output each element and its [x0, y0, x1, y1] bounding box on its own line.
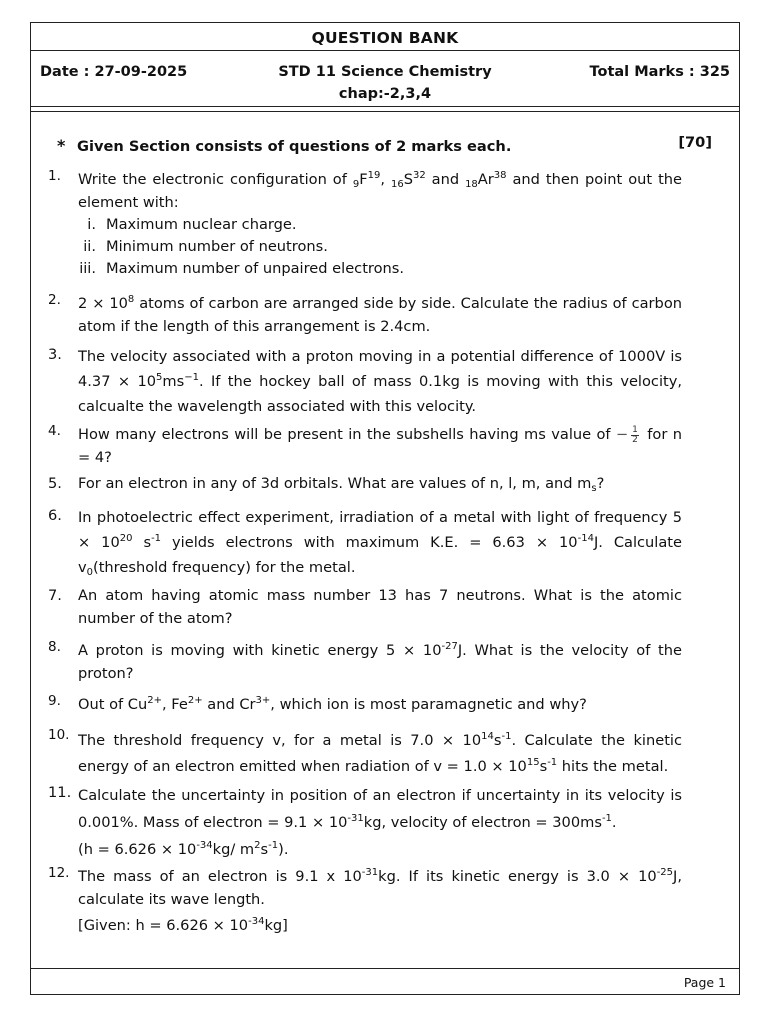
section-marks: [70] [678, 134, 712, 151]
question-number: 9. [48, 693, 61, 709]
question-10 [48, 728, 682, 780]
question-number: 7. [48, 587, 62, 604]
question-number: 8. [48, 639, 61, 655]
section-text: Given Section consists of questions of 2 marks each. [77, 138, 512, 155]
header-bottom-rule-1 [31, 106, 739, 107]
question-text: In photoelectric effect experiment, irradiation of a metal with light of frequency $5 \times 10^{20}$ $s^{-1}$ yields electrons with maximum K.E. = $6.63 \times 10^{-14}J$. Calculate $v_0(threshold$ frequency) for the metal. [78, 509, 682, 578]
question-number: 4. [48, 423, 61, 439]
page-number: Page 1 [683, 975, 726, 990]
header-bottom-rule-2 [31, 111, 739, 112]
question-text: How many electrons will be present in the subshells having ms value of − $\frac{1}{2}$ for n = 4? [78, 424, 682, 466]
question-number: 3. [48, 346, 62, 363]
question-number: 2. [48, 292, 61, 308]
question-number: 6. [48, 507, 62, 524]
question-4 [48, 424, 682, 469]
question-8 [48, 640, 682, 685]
question-number: 1. [48, 168, 61, 184]
page-title: QUESTION BANK [311, 29, 459, 47]
chapter-list: chap:-2,3,4 [338, 86, 432, 102]
question-text: The velocity associated with a proton moving in a potential difference of 1000V is $4.37 \times 10^5ms^{-1}$. If the hockey ball of mass 0.1kg is moving with this velocity, calcualte the wavelength associated with this velocity. [78, 348, 682, 415]
fraction-one-half: $\frac{1}{2}$ [632, 424, 638, 445]
question-text: $2 \times 10^8$ atoms of carbon are arranged side by side. Calculate the radius of carbon atom if the length of this arrangement is 2.4cm. [78, 294, 682, 335]
question-3 [48, 344, 682, 419]
question-11 [48, 782, 682, 863]
question-part: iii. Maximum number of unpaired electrons. [79, 260, 405, 277]
question-text: Calculate the uncertainty in position of an electron if uncertainty in its velocity is 0.001%. Mass of electron = $9.1 \times 10^{-31}kg$, velocity of electron = $300ms^{-1}$. ($h = 6.626 \times 10^{-34}kg/$ $m^2s^{-1}$). [78, 787, 682, 858]
question-part: i. Maximum nuclear charge. [87, 216, 297, 233]
question-5 [48, 473, 682, 496]
question-number: 10. [48, 727, 70, 743]
question-12 [48, 866, 682, 938]
exam-date: Date : 27-09-2025 [40, 64, 188, 80]
question-text: Out of $Cu^{2+}$, $Fe^{2+}$ and $Cr^{3+}$, which ion is most paramagnetic and why? [78, 695, 587, 713]
question-text: For an electron in any of 3d orbitals. What are values of n, l, m, and $m_s$? [78, 475, 605, 494]
footer-divider [31, 968, 739, 969]
question-1 [48, 169, 682, 280]
question-text: The threshold frequency v, for a metal is $7.0 \times 10^{14}s^{-1}$. Calculate the kinetic energy of an electron emitted when radiation of $v = 1.0 \times 10^{15}s^{-1}$ hits the metal. [78, 731, 682, 775]
header-divider [31, 50, 739, 51]
question-6 [48, 505, 682, 580]
question-9 [48, 694, 682, 717]
subject-title: STD 11 Science Chemistry [278, 64, 492, 80]
question-number: 5. [48, 475, 62, 492]
page-frame [30, 22, 740, 995]
question-7 [48, 585, 682, 630]
question-number: 12. [48, 865, 70, 881]
question-2 [48, 293, 682, 338]
question-part: ii. Minimum number of neutrons. [83, 238, 328, 255]
question-text: The mass of an electron is 9.1 x $10^{-31}kg$. If its kinetic energy is $3.0 \times 10^{-25}J$, calculate its wave length. [Given: $h = 6.626 \times 10^{-34}kg$] [78, 867, 682, 934]
question-text: Write the electronic configuration of $_9F^{19}$, $_{16}S^{32}$ and $_{18}Ar^{38}$ and then point out the element with: [78, 170, 683, 211]
question-number: 11. [48, 784, 72, 801]
section-bullet: * [57, 136, 66, 155]
question-text: An atom having atomic mass number 13 has 7 neutrons. What is the atomic number of the atom? [78, 587, 682, 627]
question-text: A proton is moving with kinetic energy $5 \times 10^{-27}J$. What is the velocity of the proton? [78, 641, 682, 682]
section-heading [57, 136, 712, 155]
total-marks: Total Marks : 325 [589, 64, 730, 80]
